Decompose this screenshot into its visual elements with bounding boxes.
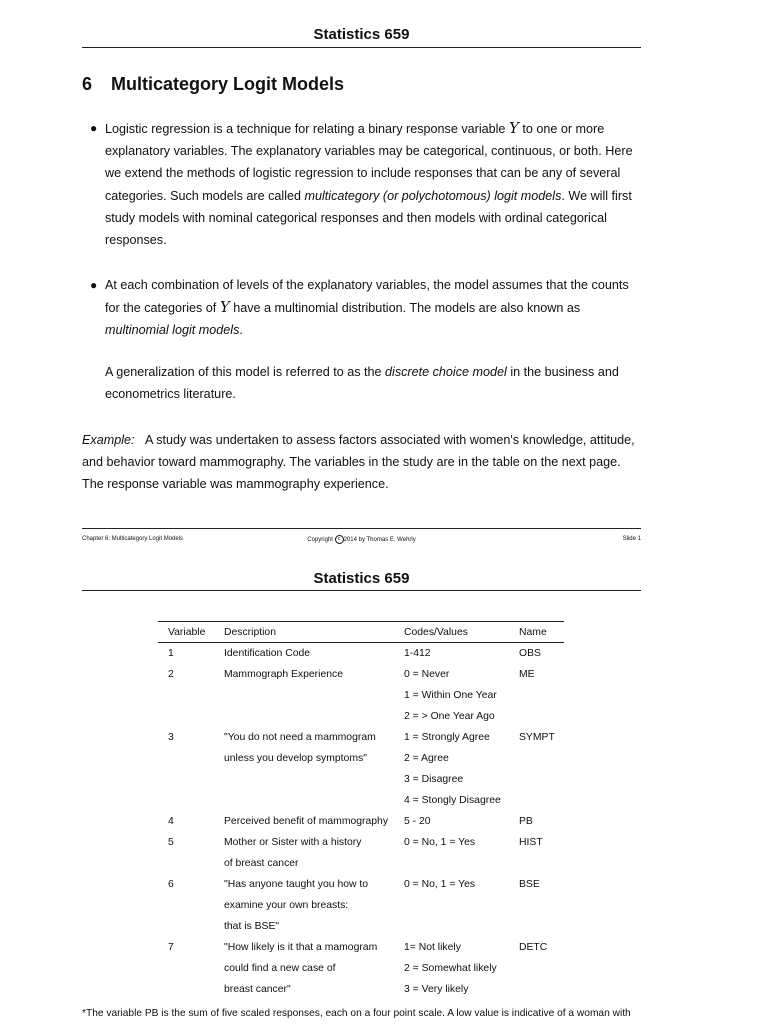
table-row xyxy=(158,727,564,748)
bullet-paragraph-1 xyxy=(105,117,645,251)
table-row xyxy=(158,958,564,979)
text-run: to one or more explanatory variables. The explanatory variables may be categorical, continuous, or both. Here we extend the methods of logistic regression to include responses that can be any of several categories. Such models are called xyxy=(105,122,633,203)
column-header-codes: Codes/Values xyxy=(394,622,509,643)
cell-codes: 3 = Very likely xyxy=(404,984,469,995)
table-row xyxy=(158,811,564,832)
cell-codes: 2 = Agree xyxy=(404,753,449,764)
table-row xyxy=(158,685,564,706)
footer-rule xyxy=(82,528,641,529)
footnote: *The variable PB is the sum of five scaled responses, each on a four point scale. A low value is indicative of a woman with xyxy=(82,1008,631,1019)
cell-variable xyxy=(158,769,214,790)
emphasis-text: multicategory (or polychotomous) logit models xyxy=(304,188,562,203)
footer-copyright xyxy=(82,535,641,544)
table-row xyxy=(158,706,564,727)
cell-name xyxy=(509,685,564,706)
cell-variable xyxy=(158,895,214,916)
table-row xyxy=(158,643,564,665)
section-number: 6 xyxy=(82,74,93,94)
cell-description: Mammograph Experience xyxy=(224,669,343,680)
table-row xyxy=(158,832,564,853)
example-label: Example: xyxy=(82,433,135,447)
footer-copyright-text: 2014 by Thomas E. Wehrly xyxy=(343,537,416,544)
cell-description: unless you develop symptoms" xyxy=(224,753,367,764)
slide-header-title: Statistics 659 xyxy=(313,26,410,43)
cell-description: examine your own breasts: xyxy=(224,900,349,911)
cell-name: OBS xyxy=(519,648,541,659)
cell-name: DETC xyxy=(519,942,548,953)
cell-description: "Has anyone taught you how to xyxy=(224,879,369,890)
cell-codes xyxy=(394,895,509,916)
cell-description: that is BSE" xyxy=(224,921,280,932)
cell-variable: 3 xyxy=(168,732,174,743)
cell-description: "You do not need a mammogram xyxy=(224,732,376,743)
cell-codes: 0 = No, 1 = Yes xyxy=(404,837,476,848)
section-heading xyxy=(82,74,344,95)
text-run: A generalization of this model is referred to as the xyxy=(105,365,386,379)
footer-chapter: Chapter 6: Multicategory Logit Models xyxy=(82,536,184,542)
cell-variable: 6 xyxy=(168,879,174,890)
cell-description: "How likely is it that a mamogram xyxy=(224,942,378,953)
cell-name: HIST xyxy=(519,837,543,848)
cell-name xyxy=(509,706,564,727)
table-row xyxy=(158,748,564,769)
cell-name xyxy=(509,895,564,916)
bullet-dot: ● xyxy=(90,278,98,292)
variables-table xyxy=(158,621,564,1000)
text-run: in the business and econometrics literature. xyxy=(105,365,619,402)
column-header-description: Description xyxy=(214,622,394,643)
cell-description xyxy=(214,685,394,706)
table-row xyxy=(158,874,564,895)
table-row xyxy=(158,937,564,958)
cell-variable xyxy=(158,706,214,727)
bullet-dot: ● xyxy=(90,121,98,135)
text-run: . We will first study models with nominal categorical responses and then models with ordinal categorical responses. xyxy=(105,188,632,248)
cell-description xyxy=(214,790,394,811)
slide-header-title: Statistics 659 xyxy=(313,570,410,587)
column-header-variable: Variable xyxy=(158,622,214,643)
cell-name: ME xyxy=(519,669,535,680)
cell-description: could find a new case of xyxy=(224,963,336,974)
cell-name xyxy=(509,916,564,937)
cell-description: of breast cancer xyxy=(224,858,299,869)
cell-codes: 1-412 xyxy=(404,648,431,659)
emphasis-text: discrete choice model xyxy=(385,365,507,379)
table-row xyxy=(158,895,564,916)
cell-variable xyxy=(158,979,214,1000)
header-rule xyxy=(82,590,641,591)
cell-variable: 7 xyxy=(168,942,174,953)
cell-codes: 1 = Strongly Agree xyxy=(404,732,490,743)
table-row xyxy=(158,790,564,811)
cell-description xyxy=(214,706,394,727)
cell-description: Identification Code xyxy=(224,648,311,659)
footer-copyright-prefix: Copyright xyxy=(307,537,335,544)
cell-variable: 4 xyxy=(168,816,174,827)
cell-variable xyxy=(158,685,214,706)
cell-codes: 0 = Never xyxy=(404,669,450,680)
table-header-row xyxy=(158,622,564,643)
text-run: At each combination of levels of the explanatory variables, the model assumes that the counts for the categories of xyxy=(105,278,629,316)
cell-description: breast cancer" xyxy=(224,984,291,995)
cell-codes: 3 = Disagree xyxy=(404,774,464,785)
cell-name xyxy=(509,748,564,769)
cell-codes xyxy=(394,916,509,937)
text-run: have a multinomial distribution. The models are also known as xyxy=(229,301,581,316)
cell-name xyxy=(509,958,564,979)
table-row xyxy=(158,664,564,685)
cell-variable: 2 xyxy=(168,669,174,680)
cell-name: SYMPT xyxy=(519,732,555,743)
cell-codes: 0 = No, 1 = Yes xyxy=(404,879,476,890)
cell-variable: 1 xyxy=(168,648,174,659)
cell-name xyxy=(509,979,564,1000)
cell-variable xyxy=(158,748,214,769)
cell-codes: 2 = Somewhat likely xyxy=(404,963,497,974)
cell-codes: 5 - 20 xyxy=(404,816,431,827)
cell-codes: 2 = > One Year Ago xyxy=(404,711,495,722)
cell-name: PB xyxy=(519,816,533,827)
cell-name: BSE xyxy=(519,879,540,890)
copyright-symbol: c xyxy=(335,535,344,544)
cell-description xyxy=(214,769,394,790)
cell-variable xyxy=(158,916,214,937)
cell-codes xyxy=(394,853,509,874)
bullet-paragraph-2 xyxy=(105,274,645,342)
table-row xyxy=(158,979,564,1000)
table-row xyxy=(158,769,564,790)
text-run: . xyxy=(239,323,243,338)
slide-2 xyxy=(82,545,641,1024)
cell-name xyxy=(509,853,564,874)
cell-codes: 1= Not likely xyxy=(404,942,461,953)
text-run: Logistic regression is a technique for relating a binary response variable xyxy=(105,122,509,136)
cell-variable xyxy=(158,958,214,979)
column-header-name: Name xyxy=(509,622,564,643)
example-paragraph xyxy=(82,429,641,496)
section-title: Multicategory Logit Models xyxy=(111,74,345,94)
cell-variable: 5 xyxy=(168,837,174,848)
cell-name xyxy=(509,790,564,811)
cell-name xyxy=(509,769,564,790)
table-row xyxy=(158,916,564,937)
slide-1 xyxy=(82,0,641,545)
math-variable: Y xyxy=(219,298,230,317)
header-rule xyxy=(82,47,641,48)
cell-variable xyxy=(158,853,214,874)
cell-codes: 1 = Within One Year xyxy=(404,690,497,701)
emphasis-text: multinomial logit models xyxy=(105,323,240,338)
generalization-paragraph xyxy=(105,361,645,405)
footer-slide-number: Slide 1 xyxy=(622,536,641,542)
cell-codes: 4 = Stongly Disagree xyxy=(404,795,501,806)
math-variable: Y xyxy=(508,119,519,137)
cell-description: Perceived benefit of mammography xyxy=(224,816,389,827)
example-text: A study was undertaken to assess factors associated with women's knowledge, attitude, and behavior toward mammography. The variables in the study are in the table on the next page. The response variable was mammography experience. xyxy=(82,433,635,492)
cell-variable xyxy=(158,790,214,811)
table-row xyxy=(158,853,564,874)
cell-description: Mother or Sister with a history xyxy=(224,837,362,848)
